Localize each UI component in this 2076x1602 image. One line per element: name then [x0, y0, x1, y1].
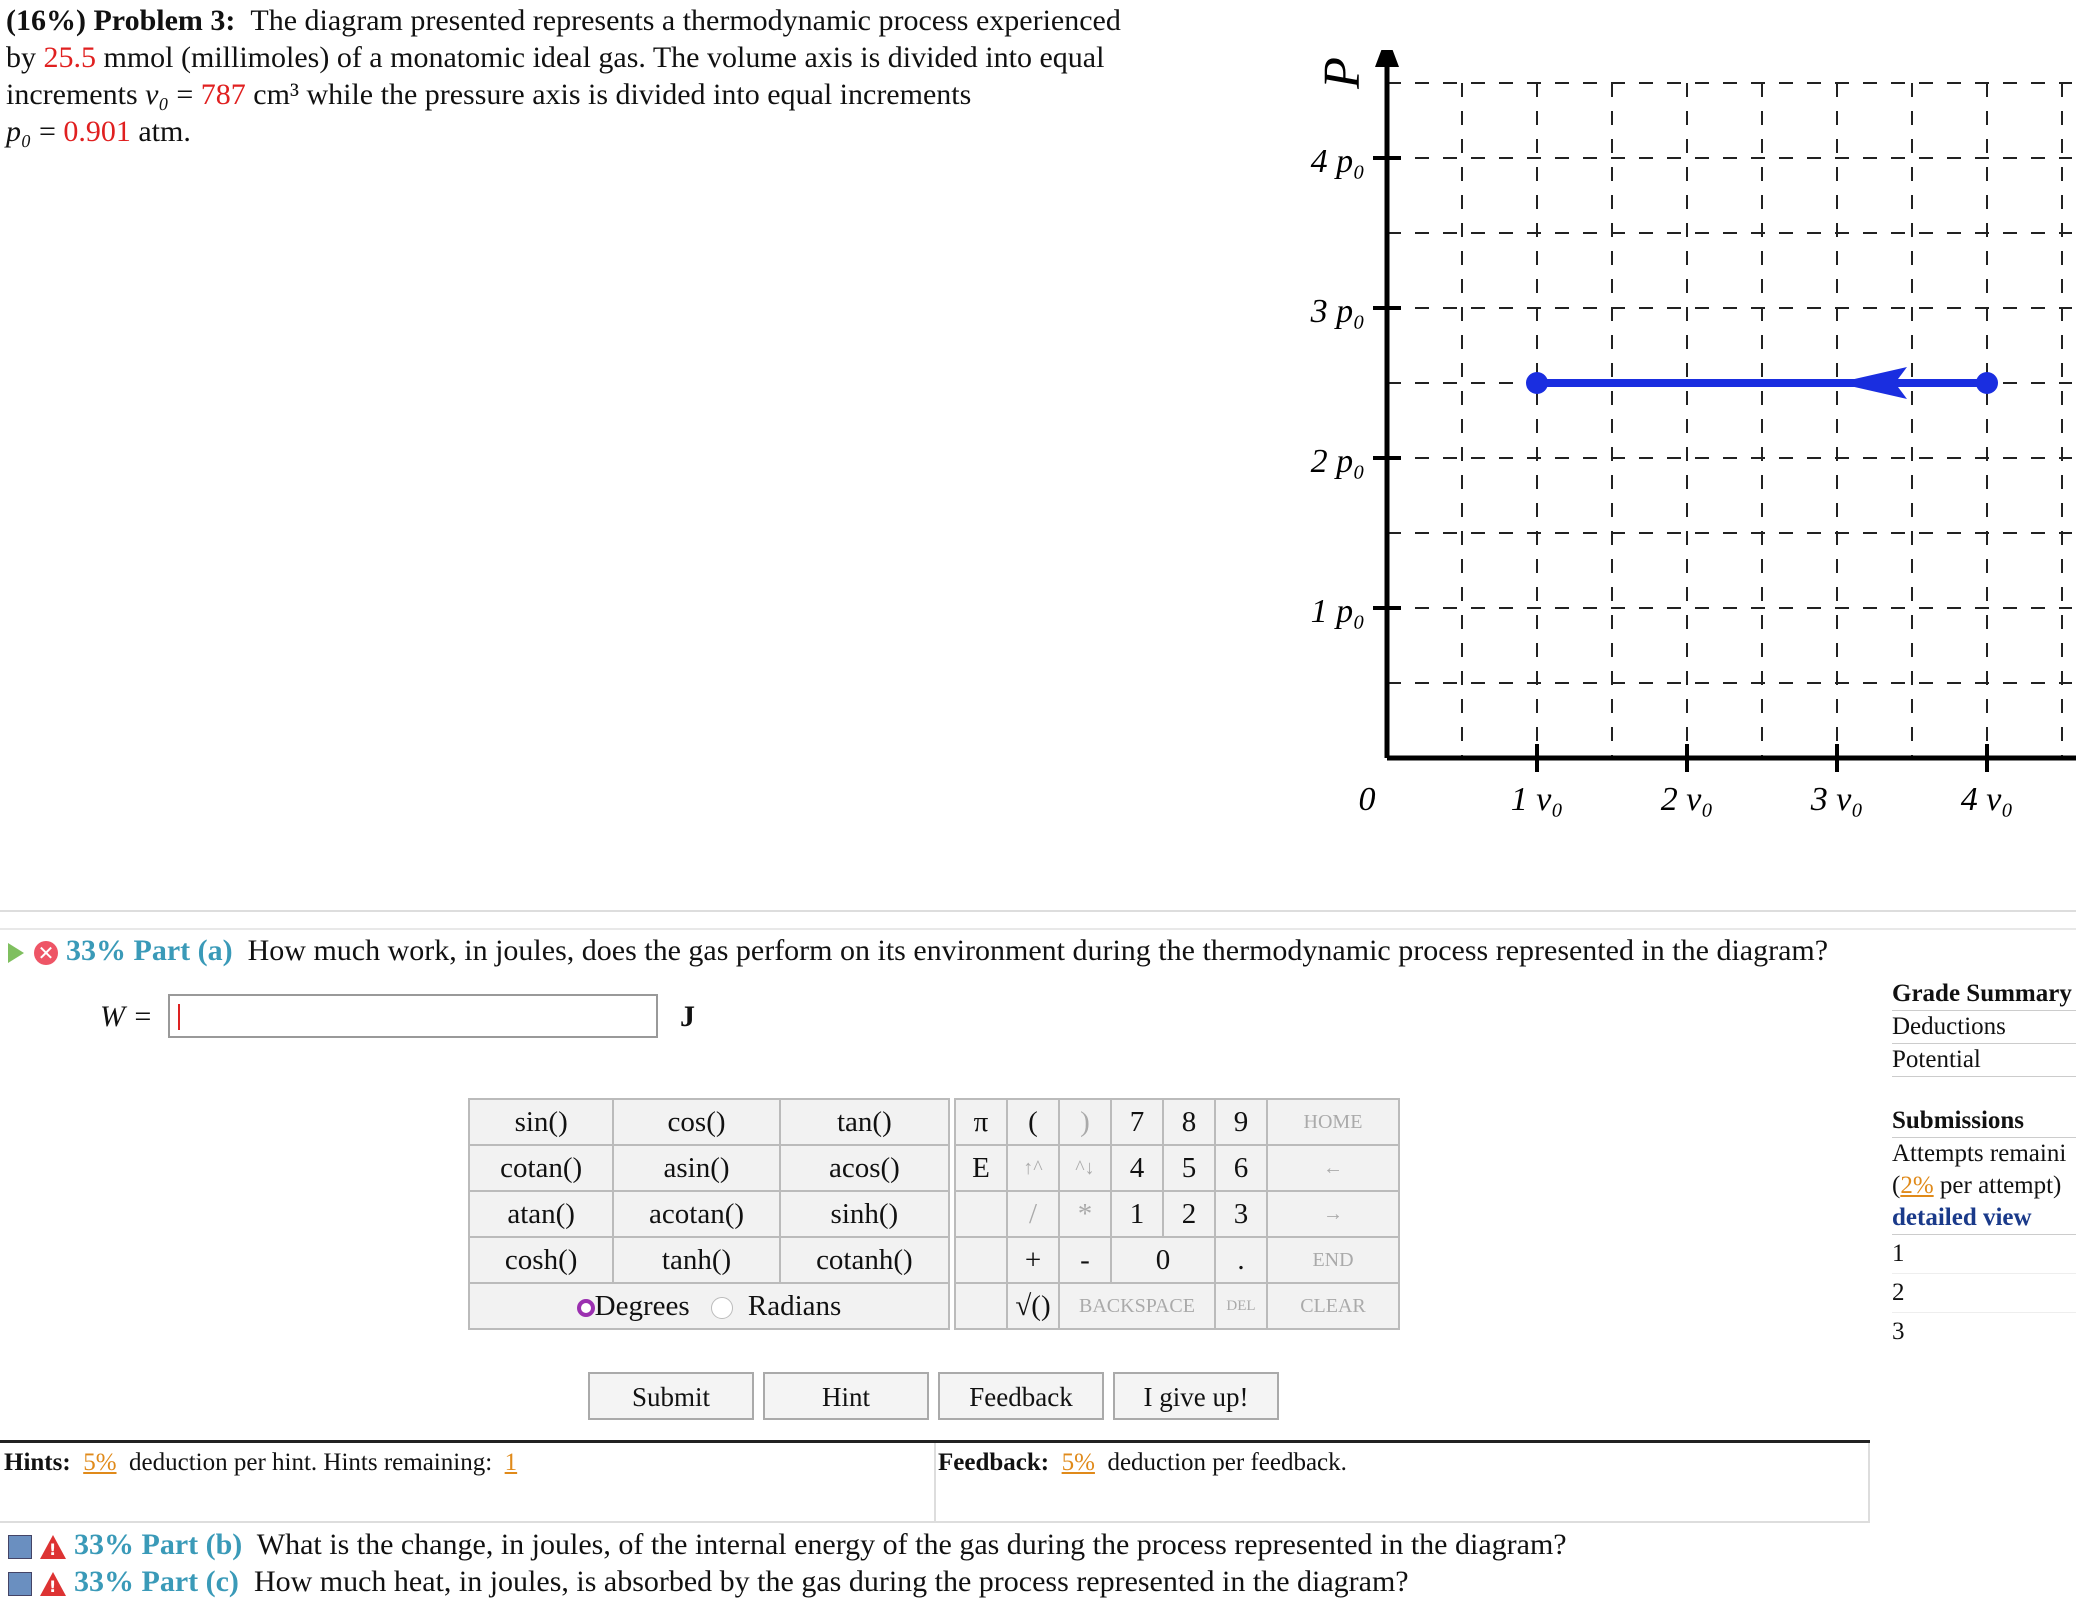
answer-input[interactable]: [168, 994, 658, 1038]
key-acotan[interactable]: acotan(): [613, 1191, 779, 1237]
problem-text-line1: The diagram presented represents a thermodynamic process experienced: [250, 4, 1121, 37]
angle-mode: [469, 1283, 949, 1329]
per-attempt-open: (: [1892, 1172, 1901, 1199]
key-backspace[interactable]: BACKSPACE: [1059, 1283, 1215, 1329]
p0-eq: =: [38, 115, 56, 148]
feedback-label: Feedback:: [938, 1449, 1050, 1476]
submission-row: 3: [1892, 1318, 1905, 1345]
warning-icon: !: [40, 1572, 66, 1596]
part-b-label: Part (b): [141, 1528, 243, 1561]
x-tick-label: 1 v₀: [1510, 781, 1564, 818]
key-empty-3: [955, 1283, 1007, 1329]
v0-value: 787: [200, 78, 246, 111]
part-a-header[interactable]: [8, 934, 1828, 968]
x-tick-label: 3 v₀: [1810, 781, 1864, 818]
part-c-header[interactable]: [8, 1565, 1409, 1599]
key-plus[interactable]: +: [1007, 1237, 1059, 1283]
key-4[interactable]: 4: [1111, 1145, 1163, 1191]
problem-text-increments: increments: [6, 78, 138, 111]
grade-potential: Potential: [1892, 1043, 2076, 1077]
key-asin[interactable]: asin(): [613, 1145, 779, 1191]
key-sin[interactable]: sin(): [469, 1099, 613, 1145]
key-up[interactable]: ↑^: [1007, 1145, 1059, 1191]
key-empty-2: [955, 1237, 1007, 1283]
gas-amount: 25.5: [43, 41, 96, 74]
key-pi[interactable]: π: [955, 1099, 1007, 1145]
y-tick-label: 1 p₀: [1310, 593, 1365, 630]
key-end[interactable]: END: [1267, 1237, 1399, 1283]
key-acos[interactable]: acos(): [780, 1145, 949, 1191]
warning-icon: !: [40, 1535, 66, 1559]
key-cosh[interactable]: cosh(): [469, 1237, 613, 1283]
submission-row: 1: [1892, 1235, 2076, 1274]
key-minus[interactable]: -: [1059, 1237, 1111, 1283]
attempts-remaining: Attempts remaini: [1892, 1137, 2076, 1170]
y-tick-label: 2 p₀: [1310, 443, 1365, 480]
hints-pct: 5%: [83, 1449, 117, 1476]
radians-radio[interactable]: [711, 1297, 733, 1319]
problem-text-line3: while the pressure axis is divided into equal increments: [306, 78, 972, 111]
y-tick-label: 3 p₀: [1310, 293, 1365, 330]
submission-row: 2: [1892, 1274, 2076, 1313]
key-2[interactable]: 2: [1163, 1191, 1215, 1237]
key-clear[interactable]: CLEAR: [1267, 1283, 1399, 1329]
part-b-weight: 33%: [74, 1528, 134, 1561]
key-tanh[interactable]: tanh(): [613, 1237, 779, 1283]
incorrect-icon: ✕: [34, 941, 58, 965]
key-cos[interactable]: cos(): [613, 1099, 779, 1145]
part-b-question: What is the change, in joules, of the internal energy of the gas during the process represented in the diagram?: [256, 1528, 1567, 1561]
submissions-title: Submissions: [1892, 1107, 2025, 1134]
problem-title: Problem 3:: [93, 4, 236, 37]
v0-eq: =: [176, 78, 194, 111]
key-rparen[interactable]: ): [1059, 1099, 1111, 1145]
per-attempt-text: per attempt): [1939, 1172, 2062, 1199]
hints-label: Hints:: [4, 1449, 71, 1476]
give-up-button[interactable]: I give up!: [1113, 1372, 1279, 1420]
hints-text: deduction per hint. Hints remaining:: [129, 1449, 493, 1476]
problem-weight: (16%): [6, 4, 86, 37]
feedback-pct: 5%: [1061, 1449, 1095, 1476]
key-down[interactable]: ^↓: [1059, 1145, 1111, 1191]
section-divider: [0, 910, 2076, 912]
p0-value: 0.901: [63, 115, 131, 148]
process-end-point: [1526, 372, 1548, 394]
x-tick-label: 2 v₀: [1660, 781, 1714, 818]
key-empty-1: [955, 1191, 1007, 1237]
part-a-label: Part (a): [133, 934, 233, 967]
problem-text-by: by: [6, 41, 36, 74]
feedback-button[interactable]: Feedback: [938, 1372, 1104, 1420]
part-c-label: Part (c): [141, 1565, 239, 1598]
y-axis-arrow: [1375, 50, 1399, 67]
per-attempt-pct: 2%: [1900, 1172, 1934, 1199]
v0-symbol: v₀: [145, 78, 169, 111]
submit-button[interactable]: Submit: [588, 1372, 754, 1420]
key-right[interactable]: →: [1267, 1191, 1399, 1237]
key-sinh[interactable]: sinh(): [780, 1191, 949, 1237]
expand-icon[interactable]: [8, 943, 24, 963]
degrees-label: Degrees: [594, 1289, 690, 1322]
part-b-header[interactable]: [8, 1528, 1567, 1562]
hints-separator: [934, 1443, 936, 1521]
hints-right-edge: [1868, 1443, 1870, 1521]
part-c-question: How much heat, in joules, is absorbed by the gas during the process represented in the diagram?: [253, 1565, 1409, 1598]
y-axis-label: P: [1314, 57, 1371, 89]
grade-deductions: Deductions: [1892, 1010, 2076, 1043]
key-multiply[interactable]: *: [1059, 1191, 1111, 1237]
process-start-point: [1976, 372, 1998, 394]
key-sqrt[interactable]: √(): [1007, 1283, 1059, 1329]
x-tick-label: 4 v₀: [1960, 781, 2014, 818]
key-6[interactable]: 6: [1215, 1145, 1267, 1191]
key-1[interactable]: 1: [1111, 1191, 1163, 1237]
problem-text-line2: mmol (millimoles) of a monatomic ideal gas. The volume axis is divided into equal: [103, 41, 1105, 74]
key-7[interactable]: 7: [1111, 1099, 1163, 1145]
numeric-keypad: [954, 1098, 1400, 1330]
key-cotan[interactable]: cotan(): [469, 1145, 613, 1191]
collapsed-part-icon[interactable]: [8, 1572, 32, 1596]
key-3[interactable]: 3: [1215, 1191, 1267, 1237]
grade-summary: [1892, 978, 2076, 1351]
collapsed-part-icon[interactable]: [8, 1535, 32, 1559]
key-dot[interactable]: .: [1215, 1237, 1267, 1283]
section-divider-2: [0, 928, 2076, 930]
hint-button[interactable]: Hint: [763, 1372, 929, 1420]
work-variable-label: W =: [100, 1000, 153, 1033]
v0-unit: cm³: [253, 78, 299, 111]
hints-info: [4, 1449, 517, 1477]
key-atan[interactable]: atan(): [469, 1191, 613, 1237]
p0-symbol: p₀: [6, 115, 32, 148]
function-keypad: [468, 1098, 950, 1330]
feedback-info: [938, 1449, 1347, 1477]
grade-title: Grade Summary: [1892, 980, 2072, 1007]
key-divide[interactable]: /: [1007, 1191, 1059, 1237]
key-cotanh[interactable]: cotanh(): [780, 1237, 949, 1283]
key-left[interactable]: ←: [1267, 1145, 1399, 1191]
degrees-radio[interactable]: [577, 1299, 595, 1317]
key-0[interactable]: 0: [1111, 1237, 1215, 1283]
detailed-view-link[interactable]: detailed view: [1892, 1202, 2076, 1235]
part-a-weight: 33%: [66, 934, 126, 967]
part-a-question: How much work, in joules, does the gas perform on its environment during the thermodynamic process represented in the diagram?: [247, 934, 1829, 967]
key-home[interactable]: HOME: [1267, 1099, 1399, 1145]
key-lparen[interactable]: (: [1007, 1099, 1059, 1145]
key-e[interactable]: E: [955, 1145, 1007, 1191]
radians-label: Radians: [747, 1289, 842, 1322]
unit-label: J: [680, 1000, 695, 1033]
hints-remaining: 1: [504, 1449, 518, 1476]
problem-statement: [6, 2, 1246, 150]
feedback-text: deduction per feedback.: [1107, 1449, 1347, 1476]
y-tick-label: 4 p₀: [1310, 143, 1365, 180]
pv-diagram: [1280, 50, 2076, 840]
p0-unit: atm.: [138, 115, 191, 148]
x-tick-label: 0: [1358, 781, 1376, 818]
text-caret: [178, 1004, 180, 1030]
key-tan[interactable]: tan(): [780, 1099, 949, 1145]
key-5[interactable]: 5: [1163, 1145, 1215, 1191]
key-9[interactable]: 9: [1215, 1099, 1267, 1145]
per-attempt: [1892, 1170, 2076, 1202]
part-c-weight: 33%: [74, 1565, 134, 1598]
key-del[interactable]: DEL: [1215, 1283, 1267, 1329]
key-8[interactable]: 8: [1163, 1099, 1215, 1145]
